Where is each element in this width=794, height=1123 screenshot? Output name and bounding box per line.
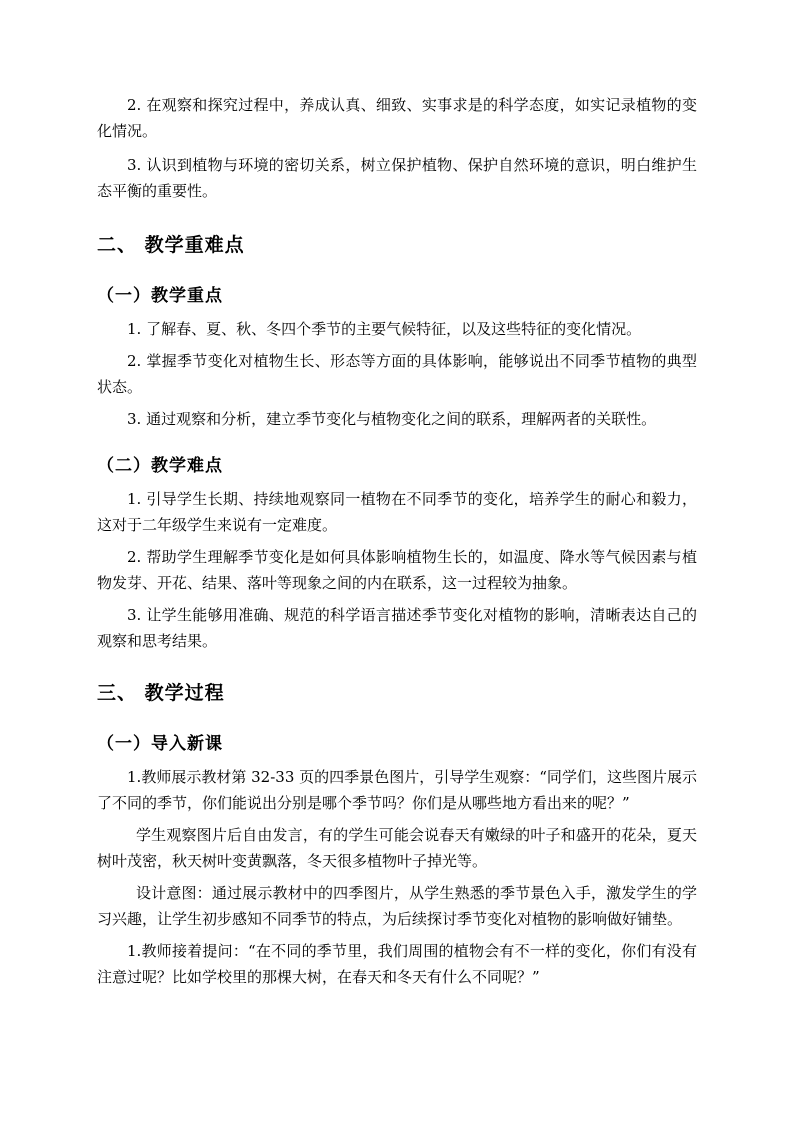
subsection-heading-difficulty: （二）教学难点 <box>97 456 223 476</box>
focus-paragraph-1: 1. 了解春、夏、秋、冬四个季节的主要气候特征，以及这些特征的变化情况。 <box>127 320 642 338</box>
difficulty-paragraph-1: 1. 引导学生长期、持续地观察同一植物在不同季节的变化，培养学生的耐心和毅力，这对于二年级学生来说有一定难度。 <box>97 490 697 534</box>
difficulty-paragraph-3: 3. 让学生能够用准确、规范的科学语言描述季节变化对植物的影响，清晰表达自己的观察和思考结果。 <box>97 606 697 650</box>
intro-lesson-paragraph-1: 1.教师展示教材第 32-33 页的四季景色图片，引导学生观察：“同学们，这些图片展示了不同的季节，你们能说出分别是哪个季节吗？你们是从哪些地方看出来的呢？” <box>97 768 697 812</box>
design-intent-paragraph: 设计意图：通过展示教材中的四季图片，从学生熟悉的季节景色入手，激发学生的学习兴趣，让学生初步感知不同季节的特点，为后续探讨季节变化对植物的影响做好铺垫。 <box>97 884 697 928</box>
difficulty-paragraph-2: 2. 帮助学生理解季节变化是如何具体影响植物生长的，如温度、降水等气候因素与植物发芽、开花、结果、落叶等现象之间的内在联系，这一过程较为抽象。 <box>97 548 697 592</box>
intro-lesson-paragraph-4: 1.教师接着提问：“在不同的季节里，我们周围的植物会有不一样的变化，你们有没有注意过呢？比如学校里的那棵大树，在春天和冬天有什么不同呢？” <box>97 942 697 986</box>
subsection-heading-focus: （一）教学重点 <box>97 286 223 306</box>
section-heading-key-points: 二、 教学重难点 <box>97 234 245 256</box>
intro-lesson-paragraph-2: 学生观察图片后自由发言，有的学生可能会说春天有嫩绿的叶子和盛开的花朵，夏天树叶茂密，秋天树叶变黄飘落，冬天很多植物叶子掉光等。 <box>97 826 697 870</box>
focus-paragraph-3: 3. 通过观察和分析，建立季节变化与植物变化之间的联系，理解两者的关联性。 <box>127 410 657 428</box>
focus-paragraph-2: 2. 掌握季节变化对植物生长、形态等方面的具体影响，能够说出不同季节植物的典型状态。 <box>97 352 697 396</box>
intro-paragraph-2: 2. 在观察和探究过程中，养成认真、细致、实事求是的科学态度，如实记录植物的变化情况。 <box>97 96 697 140</box>
section-heading-process: 三、 教学过程 <box>97 682 225 704</box>
intro-paragraph-3: 3. 认识到植物与环境的密切关系，树立保护植物、保护自然环境的意识，明白维护生态平衡的重要性。 <box>97 156 697 200</box>
subsection-heading-intro: （一）导入新课 <box>97 734 223 754</box>
